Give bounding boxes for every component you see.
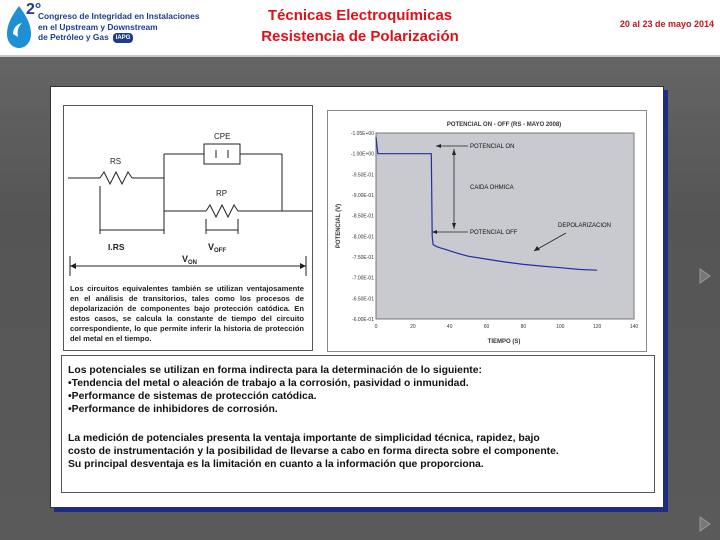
x-tick-label: 0 xyxy=(374,324,378,330)
slide-title: Técnicas Electroquímicas xyxy=(267,7,453,24)
annotation-potencial-on: POTENCIAL ON xyxy=(470,144,515,150)
annotation-caida-ohmica: CAIDA OHMICA xyxy=(470,185,514,191)
irs-label: I.RS xyxy=(108,242,125,252)
chevron-right-icon xyxy=(698,516,712,532)
x-tick-label: 40 xyxy=(446,324,453,330)
logo-line: Congreso de Integridad en Instalaciones xyxy=(38,11,200,21)
y-tick-label: -9.00E-01 xyxy=(352,193,374,199)
chart-xlabel: TIEMPO (S) xyxy=(487,339,521,345)
intro-text: Los potenciales se utilizan en forma indirecta para la determinación de lo siguiente: xyxy=(68,365,482,376)
equivalent-circuit-panel xyxy=(63,105,313,351)
bullet-item: •Performance de sistemas de protección catódica. xyxy=(68,391,317,402)
x-tick-label: 80 xyxy=(520,324,527,330)
y-tick-label: -8.50E-01 xyxy=(352,213,374,220)
x-tick-label: 140 xyxy=(629,324,639,330)
rp-resistor xyxy=(206,205,238,217)
annotation-depolarizacion: DEPOLARIZACION xyxy=(558,223,612,229)
chart-ylabel: POTENCIAL (V) xyxy=(336,203,342,249)
y-tick-label: -7.00E-01 xyxy=(352,275,374,282)
annotation-potencial-off: POTENCIAL OFF xyxy=(470,230,518,236)
y-tick-label: -7.50E-01 xyxy=(352,255,374,261)
potential-chart-panel xyxy=(327,110,647,352)
logo-line: de Petróleo y Gas IAPG xyxy=(38,32,200,43)
iapg-badge: IAPG xyxy=(113,33,134,44)
cpe-label: CPE xyxy=(214,132,231,141)
closing-line: Su principal desventaja es la limitación en cuanto a la información que proporciona. xyxy=(68,459,484,470)
rs-label: RS xyxy=(110,157,122,166)
rp-label: RP xyxy=(216,189,228,198)
closing-line: La medición de potenciales presenta la ventaja importante de simplicidad técnica, rapidez, bajo xyxy=(68,433,540,444)
bullet-item: •Performance de inhibidores de corrosión. xyxy=(68,404,278,415)
y-tick-label: -6.00E-01 xyxy=(352,317,374,323)
y-tick-label: -1.05E+00 xyxy=(350,131,374,137)
logo-text xyxy=(38,11,200,43)
logo-number: 2° xyxy=(26,1,42,18)
von-label: $V_{ON}$ xyxy=(182,254,198,266)
text-panel xyxy=(61,355,655,493)
y-tick-label: -8.00E-01 xyxy=(352,234,374,241)
x-tick-label: 60 xyxy=(483,324,490,330)
event-date: 20 al 23 de mayo 2014 xyxy=(619,19,714,29)
y-tick-label: -6.50E-01 xyxy=(352,296,374,303)
closing-line: costo de instrumentación y la posibilidad de llevarse a cabo en forma directa sobre el componente. xyxy=(68,446,559,457)
circuit-diagram xyxy=(64,106,312,284)
content-card xyxy=(50,86,664,508)
voff-label: $V_{OFF}$ xyxy=(208,242,227,254)
potential-chart xyxy=(328,111,646,351)
y-tick-label: -9.50E-01 xyxy=(352,172,374,179)
x-tick-label: 100 xyxy=(556,324,565,330)
slide-header xyxy=(0,0,720,57)
y-tick-label: -1.00E+00 xyxy=(350,151,374,158)
chart-title: POTENCIAL ON - OFF (RS - MAYO 2008) xyxy=(446,122,562,128)
logo-line: en el Upstream y Downstream xyxy=(38,21,158,32)
rs-resistor xyxy=(100,172,132,184)
bullet-item: •Tendencia del metal o aleación de trabajo a la corrosión, pasividad o inmunidad. xyxy=(68,378,469,389)
x-tick-label: 20 xyxy=(410,324,416,330)
slide-subtitle: Resistencia de Polarización xyxy=(261,28,459,45)
x-tick-label: 120 xyxy=(592,324,602,330)
circuit-description: Los circuitos equivalentes también se utilizan ventajosamente en el análisis de transitorios, tales como los procesos de depolarización de componentes bajo protección catódica. En estos casos, se calcula la constante de tiempo del circuito correspondiente, lo que permite inferir la historia de protección del metal en el tiempo. xyxy=(70,284,304,343)
cpe-element xyxy=(204,144,240,164)
chevron-right-icon xyxy=(698,268,712,284)
